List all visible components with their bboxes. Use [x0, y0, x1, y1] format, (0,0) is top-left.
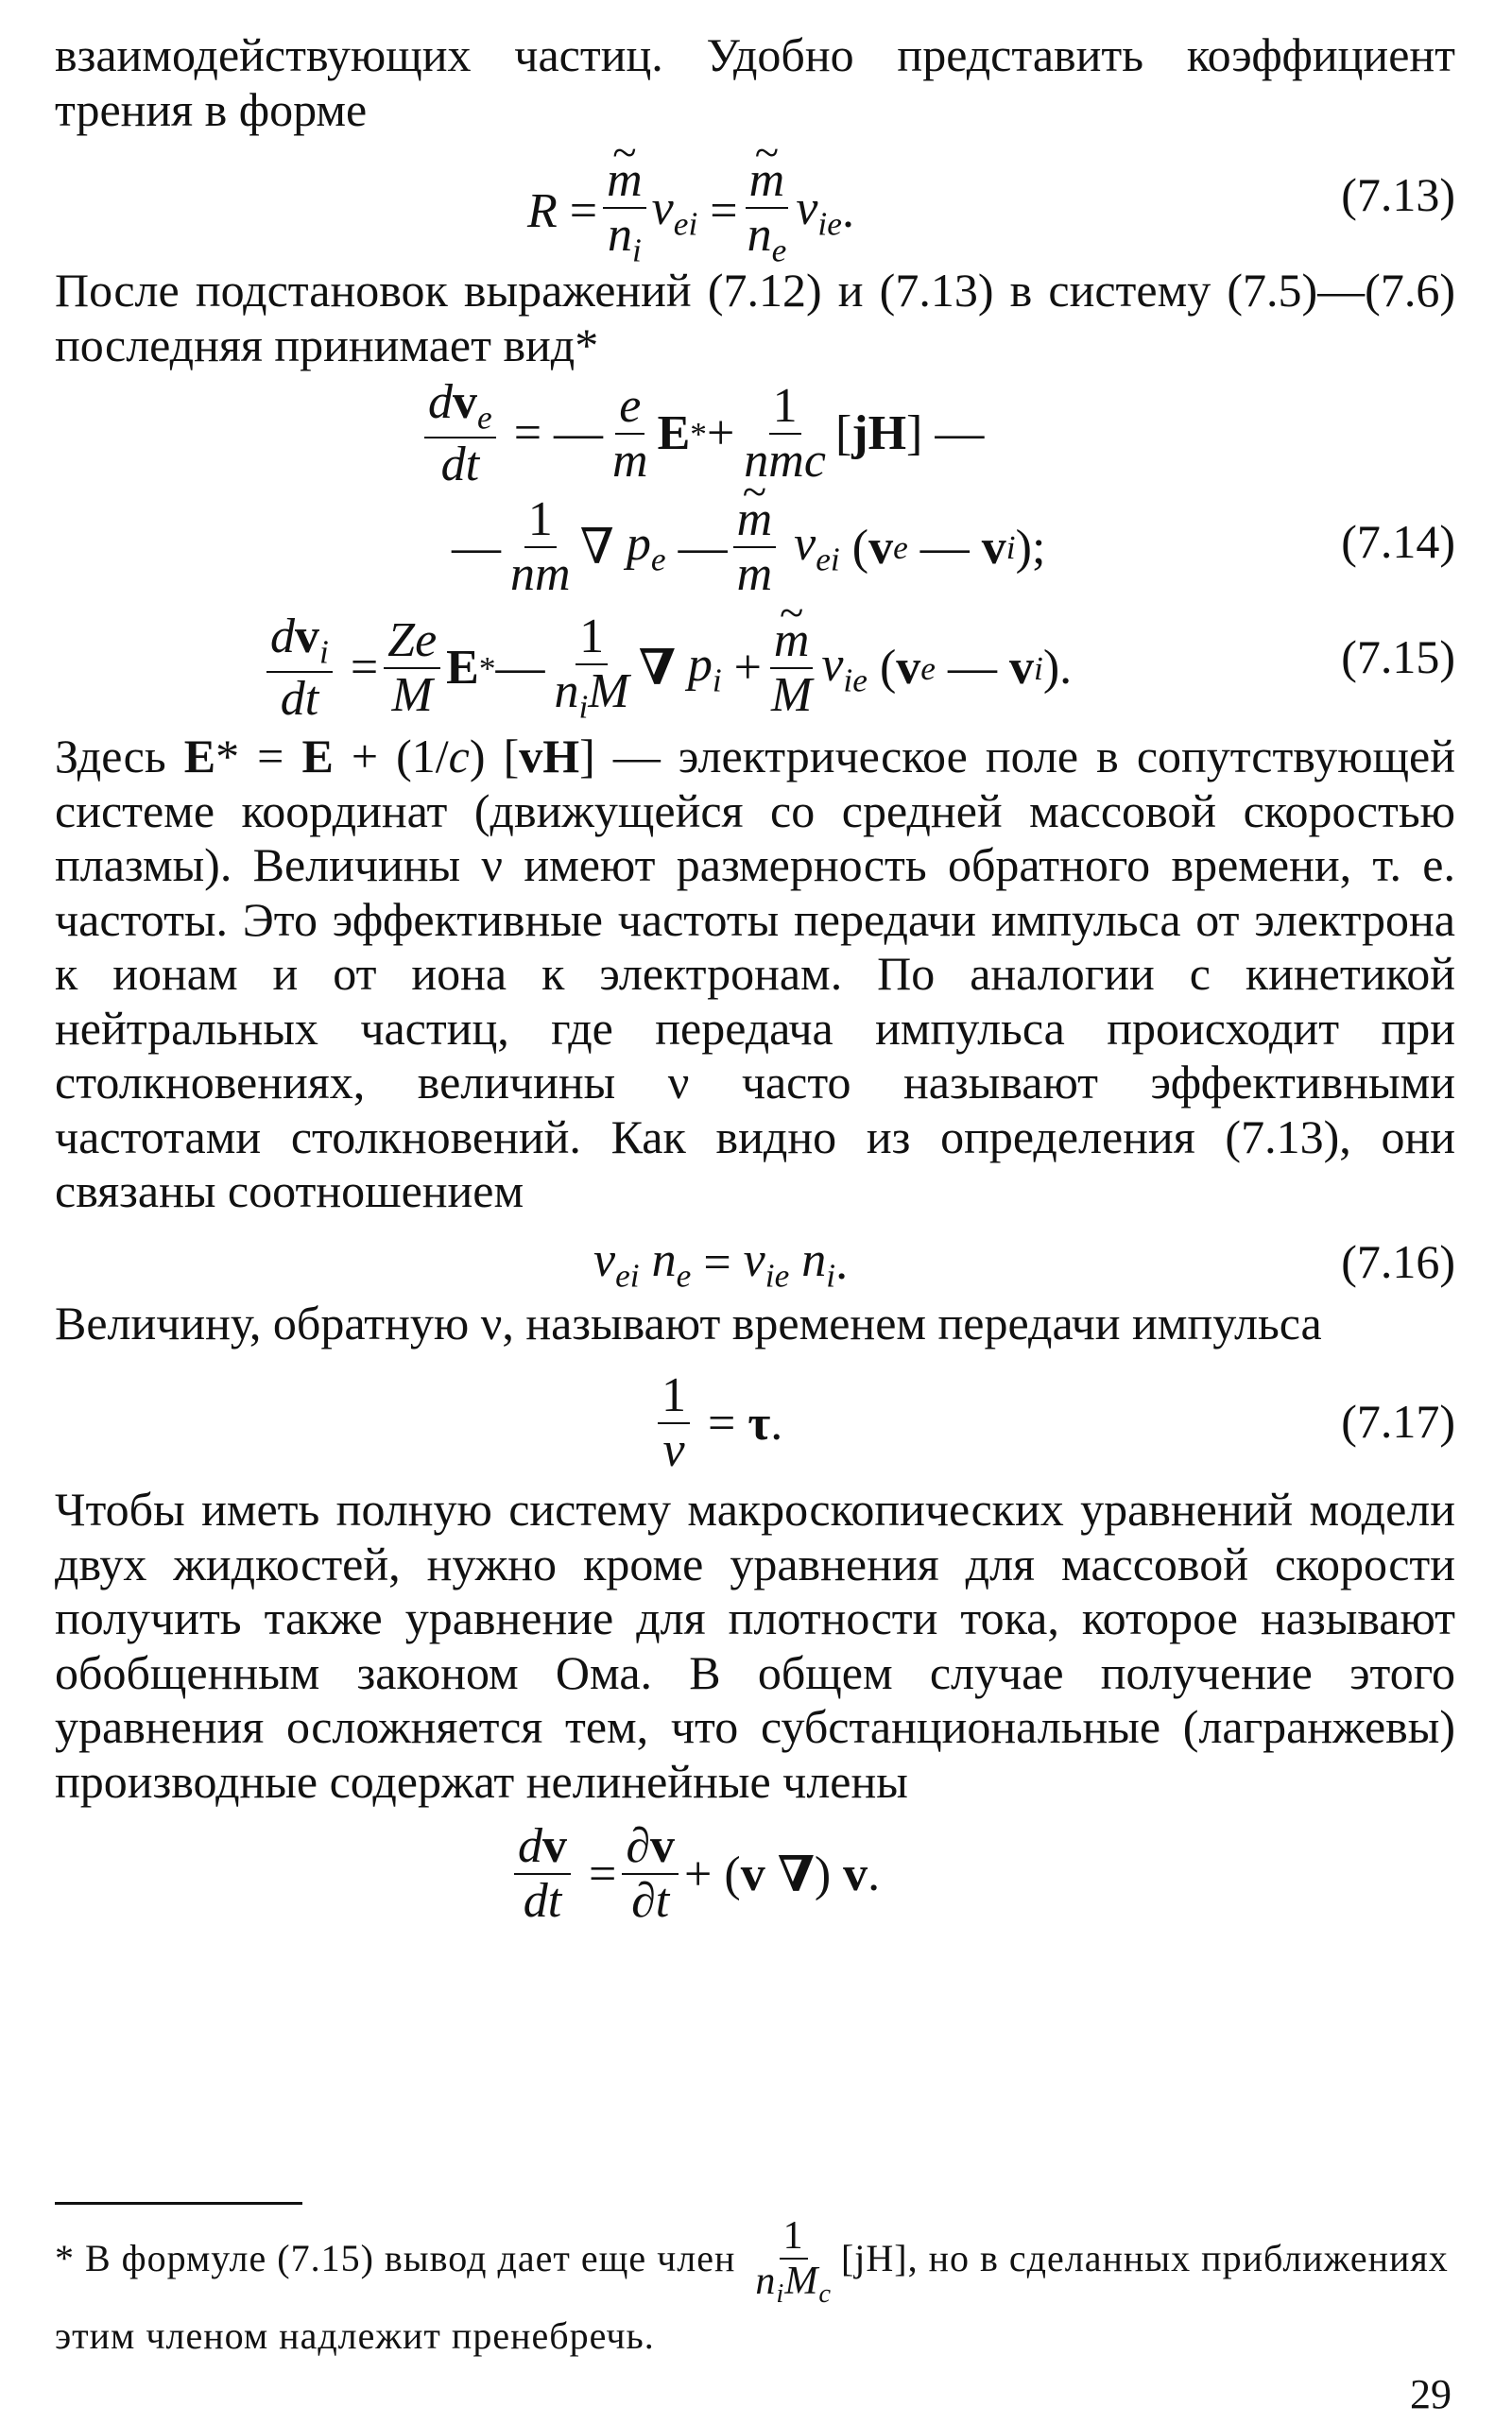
equation-number: (7.15) — [1341, 630, 1455, 683]
page-body — [55, 28, 1456, 1928]
equation-7-16: $\nu_{ei}$ $n_e$ = $\nu_{ie}$ $n_i$ . (7.16) — [593, 1232, 1455, 1294]
paragraph-1: взаимодействующих частиц. Удобно представить коэффициент трения в форме — [55, 28, 1455, 136]
paragraph-4: Величину, обратную ν, называют временем передачи импульса — [55, 1296, 1322, 1350]
equation-substantial-derivative: $\frac{dv}{dt}$ = $\frac{\partial v}{\partial t}$ + ( v ∇ ) v . — [55, 1809, 1455, 1922]
equation-7-13: R = ~ $\frac{m}{n_i}$ $\nu_{ei}$ = ~ $\frac{m}{n_e}$ $\nu_{ie}$ . (7.13) — [55, 143, 1455, 254]
equation-7-14: $\frac{dv_e}{dt}$ = — $\frac{e}{m}$ E * + $\frac{1}{\text{nmc}}$ [ jH ] — — $\frac{1}{nm}$ ∇ $p_e$ — ~ $\frac{m}{m}$ $\nu_{ei}$ ( v e — v i ); (7.14) — [55, 372, 1455, 609]
inline-formula-estar: E* = E + (1/c) [vH] — [183, 730, 595, 782]
footnote-rule — [55, 2202, 302, 2205]
equation-number: (7.16) — [1341, 1234, 1455, 1288]
equation-7-15: $\frac{dv_i}{dt}$ = $\frac{Ze}{M}$ E * — $\frac{1}{n_iM}$ ∇ $p_i$ + ~ $\frac{m}{M}$ $\nu_{ie}$ ( v e — v i ). (7.15) — [55, 609, 1455, 720]
equation-7-17: $\frac{1}{\nu}$ = τ . (7.17) — [55, 1350, 1455, 1483]
paragraph-2: После подстановок выражений (7.12) и (7.13) в систему (7.5)—(7.6) последняя принимает вид* — [55, 264, 1455, 371]
paragraph-5: Чтобы иметь полную систему макроскопических уравнений модели двух жидкостей, нужно кроме уравнения для массовой скорости получить также уравнение для плотности тока, которое называют обобщенным законом Ома. В общем случае получение этого уравнения осложняется тем, что субстанциональные (лагранжевы) производные содержат нелинейные члены — [55, 1483, 1455, 1808]
page-number: 29 — [1410, 2371, 1452, 2417]
footnote-formula: $\frac{1}{n_iM_c}$ — [755, 2214, 832, 2310]
equation-number: (7.14) — [1341, 515, 1455, 568]
equation-number: (7.13) — [1341, 168, 1455, 221]
footnote: * В формуле (7.15) вывод дает еще член $\frac{1}{n_iM_c}$ [jH], но в сделанных приближениях этим членом надлежит пренебречь. — [55, 2214, 1449, 2357]
equation-number: (7.17) — [1341, 1395, 1455, 1448]
paragraph-3: Здесь E* = E + (1/c) [vH] — электрическое поле в сопутствующей системе координат (движущейся со средней массовой скоростью плазмы). Величины ν имеют размерность обратного времени, т. е. частоты. Это эффективные частоты передачи импульса от электрона к ионам и от иона к электронам. По аналогии с кинетикой нейтральных частиц, где передача импульса происходит при столкновениях, величины ν часто называют эффективными частотами столкновений. Как видно из определения (7.13), они связаны соотношением — [55, 730, 1456, 1217]
